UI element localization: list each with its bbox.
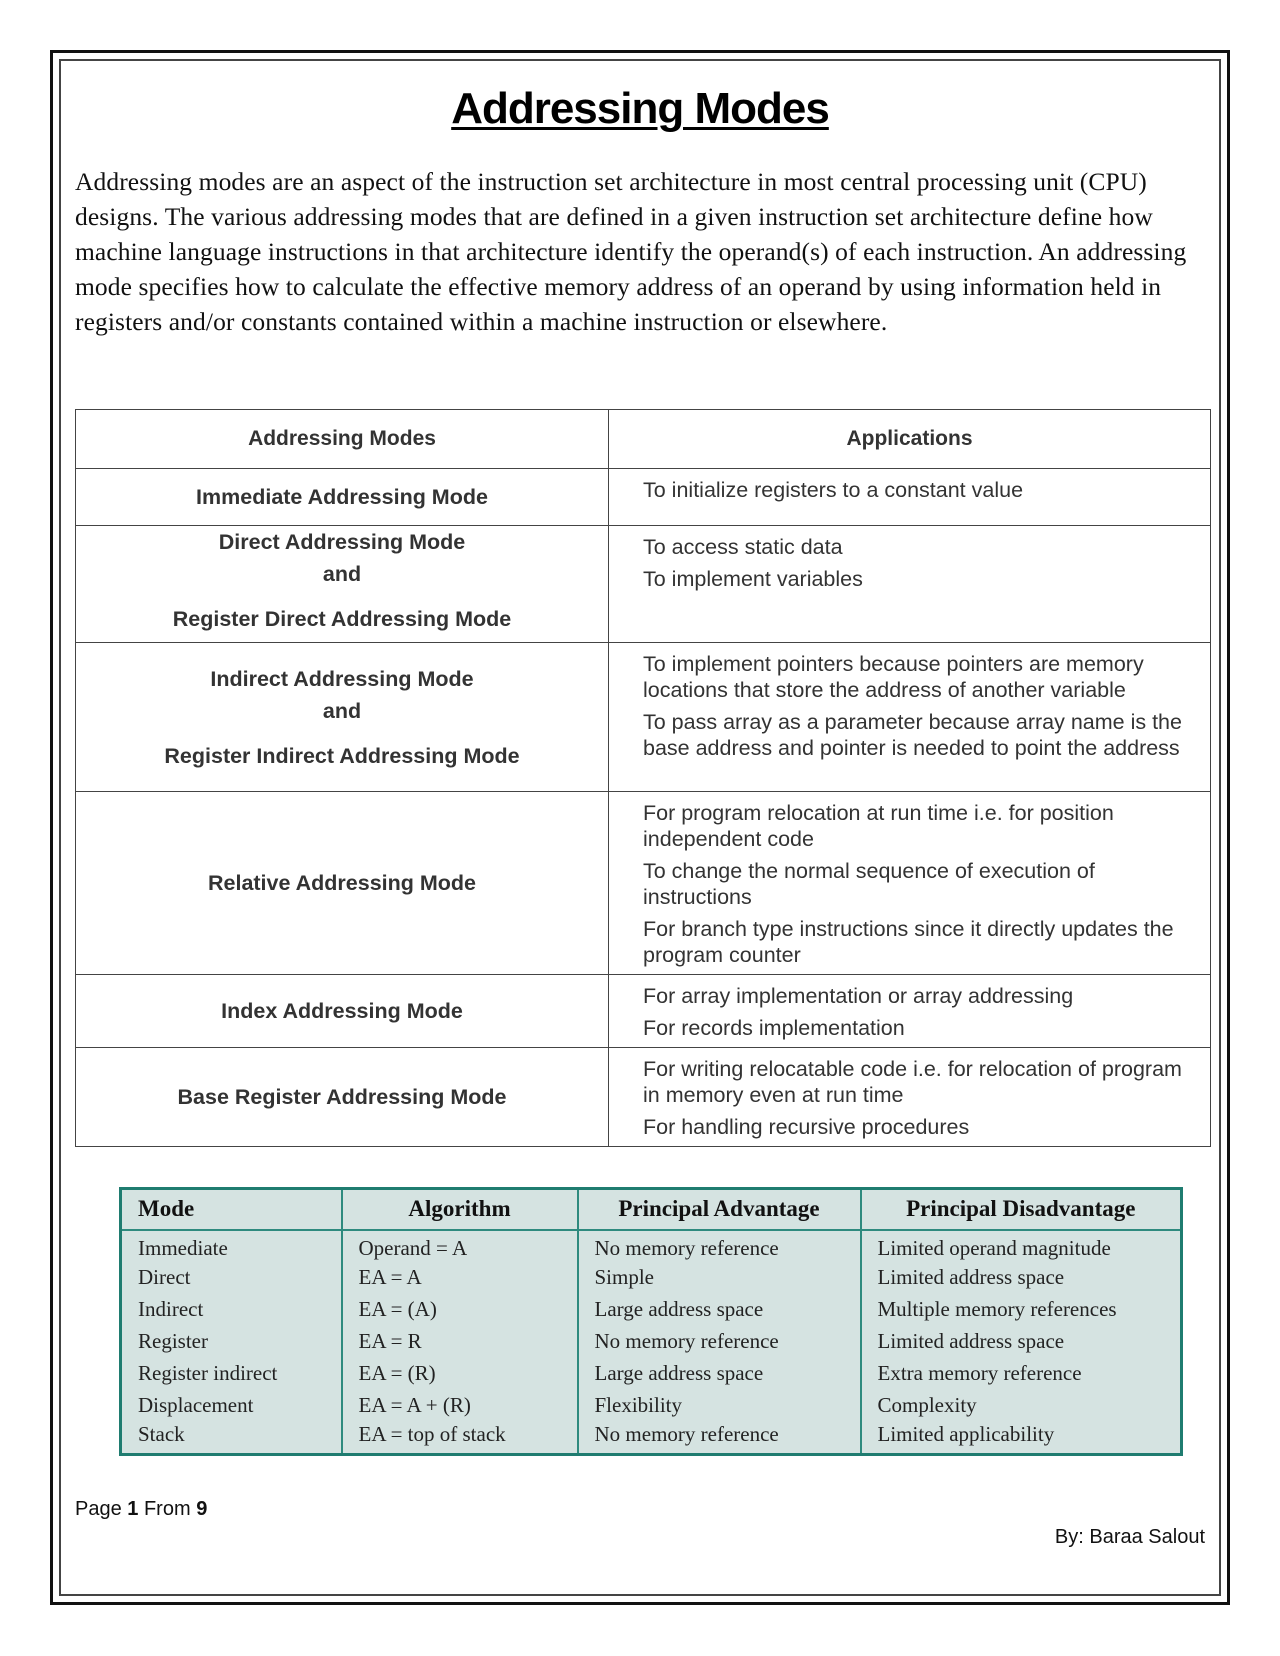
- table-row: [121, 1262, 1182, 1294]
- application-item: For handling recursive procedures: [643, 1115, 970, 1139]
- applications-table-header: [76, 410, 1211, 469]
- author-credit: By: Baraa Salout: [1054, 1526, 1205, 1548]
- advantage-cell: Flexibility: [578, 1390, 861, 1422]
- applications-cell: [609, 792, 1211, 975]
- mode-name: Base Register Addressing Mode: [177, 1085, 507, 1109]
- mode-conjunction: and: [322, 698, 362, 723]
- disadvantage-cell: Complexity: [877, 1393, 977, 1417]
- advantage-cell: No memory reference: [578, 1230, 861, 1262]
- disadvantage-cell: Limited operand magnitude: [877, 1235, 1111, 1260]
- application-item: To implement pointers because pointers are memory locations that store the address of another variable: [643, 652, 1144, 702]
- table-row: [121, 1230, 1182, 1262]
- mode-cell: Stack: [121, 1422, 342, 1455]
- algorithm-cell: EA = R: [342, 1326, 578, 1358]
- mode-name: Relative Addressing Mode: [207, 871, 476, 895]
- mode-name: Immediate Addressing Mode: [196, 485, 488, 509]
- application-item: For array implementation or array addressing: [643, 984, 1074, 1008]
- mode-cell: [76, 469, 609, 526]
- applications-cell: [609, 1048, 1211, 1147]
- algorithm-cell: EA = (A): [342, 1294, 578, 1326]
- mode-cell: Indirect: [121, 1294, 342, 1326]
- header-principal-disadvantage: Principal Disadvantage: [861, 1189, 1182, 1230]
- mode-cell: [76, 792, 609, 975]
- table-row: [121, 1326, 1182, 1358]
- page-title: Addressing Modes: [451, 84, 829, 133]
- algorithm-cell: Operand = A: [342, 1230, 578, 1262]
- table-row: [76, 526, 1211, 643]
- header-addressing-modes: Addressing Modes: [76, 410, 609, 469]
- advantage-cell: Large address space: [578, 1294, 861, 1326]
- applications-cell: [609, 975, 1211, 1048]
- applications-cell: [609, 643, 1211, 792]
- applications-table: [75, 409, 1211, 1147]
- page-number: [75, 1498, 207, 1521]
- header-algorithm: Algorithm: [342, 1189, 578, 1230]
- mode-name: Indirect Addressing Mode: [210, 666, 474, 691]
- comparison-table-header: [121, 1189, 1182, 1230]
- page-label: Page: [75, 1498, 122, 1520]
- mode-cell: Displacement: [121, 1390, 342, 1422]
- mode-name: Direct Addressing Mode: [218, 530, 466, 554]
- application-item: For records implementation: [643, 1016, 905, 1040]
- disadvantage-cell: Limited address space: [877, 1329, 1065, 1353]
- algorithm-cell: EA = A + (R): [342, 1390, 578, 1422]
- application-item: For branch type instructions since it directly updates the program counter: [643, 917, 1174, 967]
- table-row: [76, 1048, 1211, 1147]
- application-item: To initialize registers to a constant value: [643, 478, 1024, 502]
- table-row: [76, 469, 1211, 526]
- applications-cell: [609, 526, 1211, 643]
- mode-name: Register Indirect Addressing Mode: [164, 743, 520, 768]
- header-applications: Applications: [609, 410, 1211, 469]
- disadvantage-cell: Extra memory reference: [877, 1361, 1082, 1385]
- intro-paragraph: Addressing modes are an aspect of the instruction set architecture in most central processing unit (CPU) designs. The various addressing modes that are defined in a given instruction set architecture define how machine language instructions in that architecture identify the operand(s) of each instruction. An addressing mode specifies how to calculate the effective memory address of an operand by using information held in registers and/or constants contained within a machine instruction or elsewhere.: [75, 167, 1187, 336]
- comparison-table: [119, 1187, 1183, 1456]
- mode-cell: [76, 526, 609, 643]
- advantage-cell: Simple: [578, 1262, 861, 1294]
- page-from-label: From: [143, 1498, 191, 1520]
- table-row: [76, 643, 1211, 792]
- mode-conjunction: and: [322, 562, 362, 586]
- mode-cell: [76, 975, 609, 1048]
- algorithm-cell: EA = top of stack: [342, 1422, 578, 1455]
- advantage-cell: Large address space: [578, 1358, 861, 1390]
- mode-cell: [76, 643, 609, 792]
- mode-cell: Register: [121, 1326, 342, 1358]
- mode-name: Index Addressing Mode: [221, 999, 463, 1023]
- application-item: To implement variables: [643, 567, 863, 591]
- table-row: [76, 792, 1211, 975]
- table-row: [76, 975, 1211, 1048]
- page-total: 9: [196, 1498, 208, 1520]
- advantage-cell: No memory reference: [578, 1326, 861, 1358]
- table-row: [121, 1390, 1182, 1422]
- advantage-cell: No memory reference: [578, 1422, 861, 1455]
- application-item: For writing relocatable code i.e. for relocation of program in memory even at run time: [643, 1057, 1182, 1107]
- table-row: [121, 1294, 1182, 1326]
- table-row: [121, 1422, 1182, 1455]
- applications-cell: [609, 469, 1211, 526]
- mode-cell: [76, 1048, 609, 1147]
- disadvantage-cell: Limited applicability: [877, 1421, 1055, 1446]
- algorithm-cell: EA = A: [342, 1262, 578, 1294]
- page-current: 1: [127, 1498, 139, 1520]
- header-principal-advantage: Principal Advantage: [578, 1189, 861, 1230]
- application-item: To access static data: [643, 535, 843, 559]
- application-item: For program relocation at run time i.e. for position independent code: [643, 801, 1114, 851]
- mode-name: Register Direct Addressing Mode: [172, 607, 512, 631]
- application-item: To change the normal sequence of execution of instructions: [643, 859, 1095, 909]
- header-mode: Mode: [121, 1189, 342, 1230]
- disadvantage-cell: Multiple memory references: [877, 1297, 1117, 1321]
- mode-cell: Direct: [121, 1262, 342, 1294]
- table-row: [121, 1358, 1182, 1390]
- mode-cell: Register indirect: [121, 1358, 342, 1390]
- algorithm-cell: EA = (R): [342, 1358, 578, 1390]
- disadvantage-cell: Limited address space: [877, 1265, 1065, 1289]
- application-item: To pass array as a parameter because array name is the base address and pointer is needed to point the address: [643, 710, 1182, 760]
- mode-cell: Immediate: [121, 1230, 342, 1262]
